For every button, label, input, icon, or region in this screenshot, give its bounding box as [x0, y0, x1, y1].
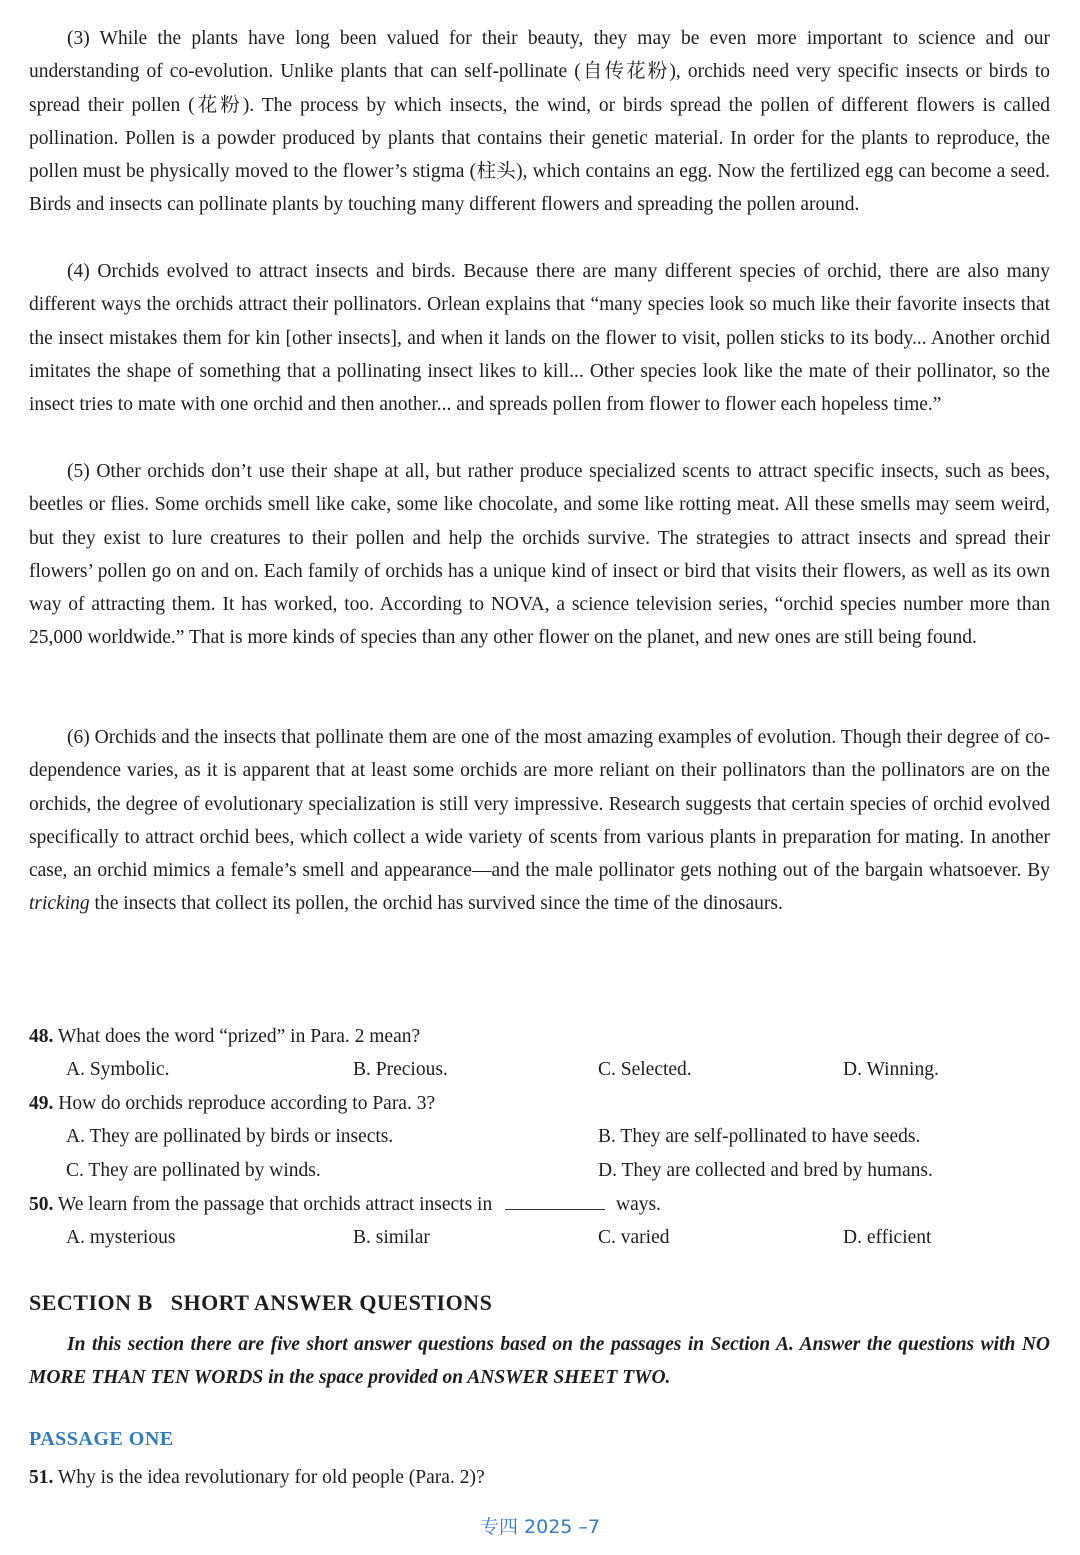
- question-number: 49.: [29, 1093, 54, 1114]
- section-b-instructions: In this section there are five short answer questions based on the passages in Section A. Answer the questions with NO MORE THAN TEN WORDS in the space provided on ANSWER SHEET TWO.: [29, 1334, 1050, 1388]
- answer-blank: [505, 1189, 605, 1210]
- q48-option-c[interactable]: C. Selected.: [598, 1059, 692, 1080]
- q48-option-d[interactable]: D. Winning.: [843, 1059, 939, 1080]
- question-number: 50.: [29, 1194, 54, 1215]
- paragraph-3: (3) While the plants have long been valued for their beauty, they may be even more important to science and our understanding of co-evolution. Unlike plants that can self-pollinate (自传花粉), orchids need very specific insects or birds to spread their pollen (花粉). The process by which insects, the wind, or birds spread the pollen of different flowers is called pollination. Pollen is a powder produced by plants that contains their genetic material. In order for the plants to reproduce, the pollen must be physically moved to the flower’s stigma (柱头), which contains an egg. Now the fertilized egg can become a seed. Birds and insects can pollinate plants by touching many different flowers and spreading the pollen around.: [29, 28, 1050, 216]
- passage-one-heading: PASSAGE ONE: [29, 1428, 174, 1450]
- paragraph-6-text-after: the insects that collect its pollen, the orchid has survived since the time of the dinosaurs.: [89, 893, 783, 915]
- question-text: How do orchids reproduce according to Para. 3?: [58, 1093, 436, 1114]
- question-50: [29, 1188, 661, 1221]
- q49-option-c[interactable]: C. They are pollinated by winds.: [66, 1160, 321, 1181]
- q50-option-d[interactable]: D. efficient: [843, 1227, 932, 1248]
- paragraph-5: (5) Other orchids don’t use their shape at all, but rather produce specialized scents to attract specific insects, such as bees, beetles or flies. Some orchids smell like cake, some like chocolate, and some like rotting meat. All these smells may seem weird, but they exist to lure creatures to their pollen and help the orchids survive. The strategies to attract insects and spread their flowers’ pollen go on and on. Each family of orchids has a unique kind of insect or bird that visits their flowers, as well as its own way of attracting them. It has worked, too. According to NOVA, a science television series, “orchid species number more than 25,000 worldwide.” That is more kinds of species than any other flower on the planet, and new ones are still being found.: [29, 461, 1050, 649]
- q50-option-a[interactable]: A. mysterious: [66, 1227, 176, 1248]
- paragraph-6-italic-word: tricking: [29, 893, 90, 915]
- question-49: [29, 1087, 435, 1120]
- q48-option-a[interactable]: A. Symbolic.: [66, 1059, 170, 1080]
- q49-option-a[interactable]: A. They are pollinated by birds or insects.: [66, 1126, 394, 1147]
- page-footer: 专四 2025 –7: [479, 1516, 601, 1538]
- section-title: SHORT ANSWER QUESTIONS: [170, 1290, 493, 1315]
- question-48: [29, 1020, 420, 1053]
- section-label: SECTION B: [29, 1290, 153, 1315]
- question-text: Why is the idea revolutionary for old people (Para. 2)?: [57, 1467, 485, 1488]
- q49-option-b[interactable]: B. They are self-pollinated to have seeds.: [598, 1126, 921, 1147]
- question-text: We learn from the passage that orchids attract insects in: [57, 1194, 493, 1215]
- paragraph-6-text-before: (6) Orchids and the insects that pollinate them are one of the most amazing examples of evolution. Though their degree of co-dependence varies, as it is apparent that at least some orchids are more reliant on their pollinators than the pollinators are on the orchids, the degree of evolutionary specialization is still very impressive. Research suggests that certain species of orchid evolved specifically to attract orchid bees, which collect a wide variety of scents from various plants in preparation for mating. In another case, an orchid mimics a female’s smell and appearance—and the male pollinator gets nothing out of the bargain whatsoever. By: [29, 727, 1050, 882]
- question-number: 51.: [29, 1467, 54, 1488]
- paragraph-6: [29, 721, 1050, 921]
- section-b-heading: [29, 1290, 492, 1316]
- q50-option-c[interactable]: C. varied: [598, 1227, 670, 1248]
- question-51: [29, 1461, 485, 1494]
- paragraph-4: (4) Orchids evolved to attract insects and birds. Because there are many different species of orchid, there are also many different ways the orchids attract their pollinators. Orlean explains that “many species look so much like their favorite insects that the insect mistakes them for kin [other insects], and when it lands on the flower to visit, pollen sticks to its body... Another orchid imitates the shape of something that a pollinating insect likes to kill... Other species look like the mate of their pollinator, so the insect tries to mate with one orchid and then another... and spreads pollen from flower to flower each hopeless time.”: [29, 261, 1050, 416]
- question-text-after: ways.: [615, 1194, 661, 1215]
- q50-option-b[interactable]: B. similar: [353, 1227, 430, 1248]
- q49-option-d[interactable]: D. They are collected and bred by humans.: [598, 1160, 933, 1181]
- question-text: What does the word “prized” in Para. 2 mean?: [57, 1026, 421, 1047]
- question-number: 48.: [29, 1026, 54, 1047]
- q48-option-b[interactable]: B. Precious.: [353, 1059, 448, 1080]
